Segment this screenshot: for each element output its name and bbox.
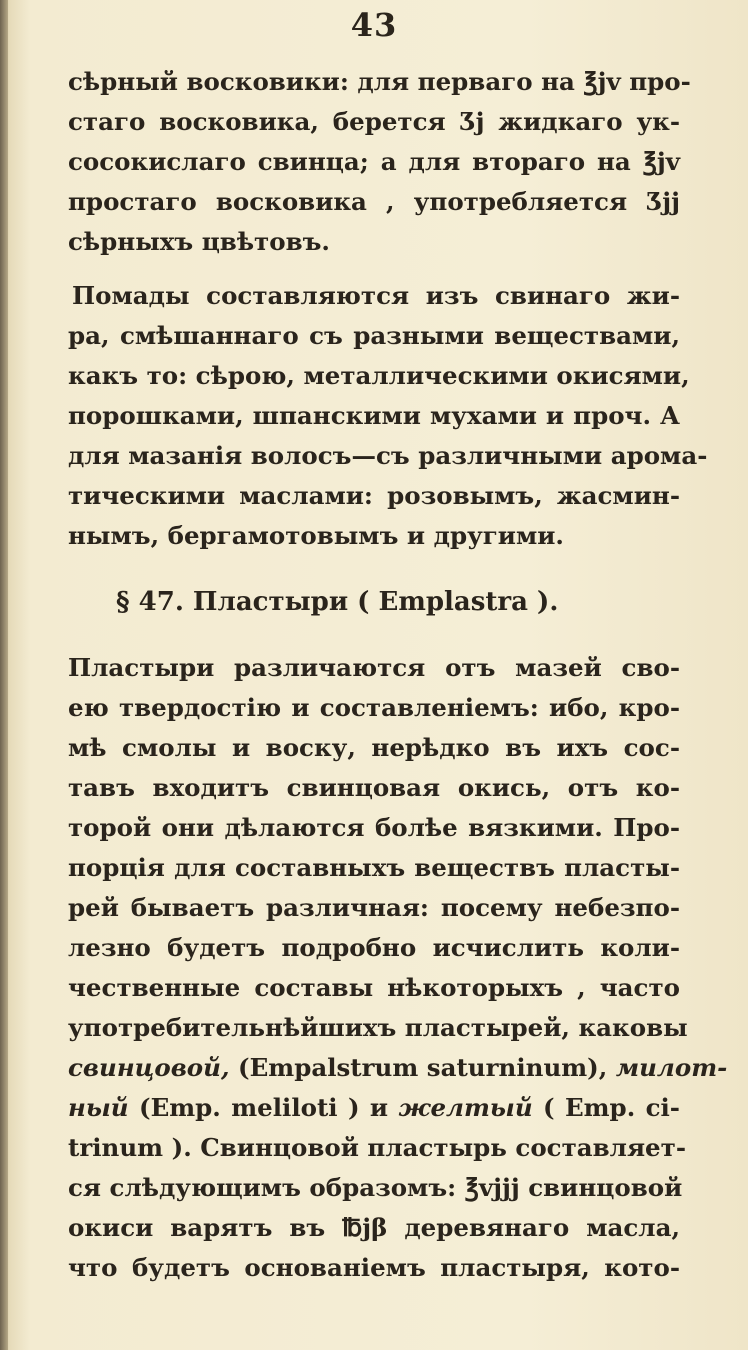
text-line: мѣ смолы и воску, нерѣдко въ ихъ сос- <box>68 733 680 762</box>
text-line: порція для составныхъ веществъ пласты- <box>68 853 680 882</box>
italic-term: ный <box>68 1093 129 1122</box>
text-line: что будетъ основаніемъ пластыря, кото- <box>68 1253 680 1282</box>
page-body <box>68 62 728 1288</box>
paragraph-pomades <box>68 276 708 556</box>
text-line: тавъ входитъ свинцовая окись, отъ ко- <box>68 773 680 802</box>
text-line: торой они дѣлаются болѣе вязкими. Про- <box>68 813 680 842</box>
text-line: рей бываетъ различная: посему небезпо- <box>68 893 680 922</box>
text-line: ся слѣдующимъ образомъ: ℥vjjj свинцовой <box>68 1173 683 1202</box>
text-line: нымъ, бергамотовымъ и другими. <box>68 521 564 550</box>
text-line: простаго восковика , употребляется Ʒjj <box>68 187 680 216</box>
book-spine-edge <box>0 0 8 1350</box>
section-heading: § 47. Пластыри ( Emplastra ). <box>116 587 559 617</box>
text-line: для мазанія волосъ—съ различными арома- <box>68 441 708 470</box>
text-line <box>68 1088 680 1128</box>
text-line: какъ то: сѣрою, металлическими окисями, <box>68 361 690 390</box>
text-line: порошками, шпанскими мухами и проч. А <box>68 401 680 430</box>
paragraph-plasters <box>68 648 728 1288</box>
paragraph-waxes <box>68 62 691 262</box>
text-line: стаго восковика, берется Ʒj жидкаго ук- <box>68 107 680 136</box>
text-span: (Empalstrum saturninum), <box>229 1053 608 1082</box>
text-line: сѣрный восковики: для перваго на ℥jv про- <box>68 67 691 96</box>
text-line: ею твердостію и составленіемъ: ибо, кро- <box>68 693 680 722</box>
text-line: Помады составляются изъ свинаго жи- <box>72 281 680 310</box>
text-line: Пластыри различаются отъ мазей сво- <box>68 653 680 682</box>
text-span: (Emp. meliloti ) и <box>128 1093 399 1122</box>
italic-term: желтый <box>398 1093 533 1122</box>
italic-term: милот- <box>607 1053 728 1082</box>
text-line <box>68 1048 728 1088</box>
text-line: окиси варятъ въ ℔jβ деревянаго масла, <box>68 1213 680 1242</box>
text-line: тическими маслами: розовымъ, жасмин- <box>68 481 680 510</box>
text-span: ( Emp. ci- <box>532 1093 680 1122</box>
text-line: trinum ). Свинцовой пластырь составляет- <box>68 1133 686 1162</box>
text-line: употребительнѣйшихъ пластырей, каковы <box>68 1013 688 1042</box>
text-line: сосокислаго свинца; а для втораго на ℥jv <box>68 147 680 176</box>
italic-term: свинцовой, <box>68 1053 230 1082</box>
text-line: ра, смѣшаннаго съ разными веществами, <box>68 321 680 350</box>
text-line: сѣрныхъ цвѣтовъ. <box>68 227 330 256</box>
text-line: чественные составы нѣкоторыхъ , часто <box>68 973 680 1002</box>
page-number: 43 <box>350 6 398 44</box>
text-line: лезно будетъ подробно исчислить коли- <box>68 933 680 962</box>
